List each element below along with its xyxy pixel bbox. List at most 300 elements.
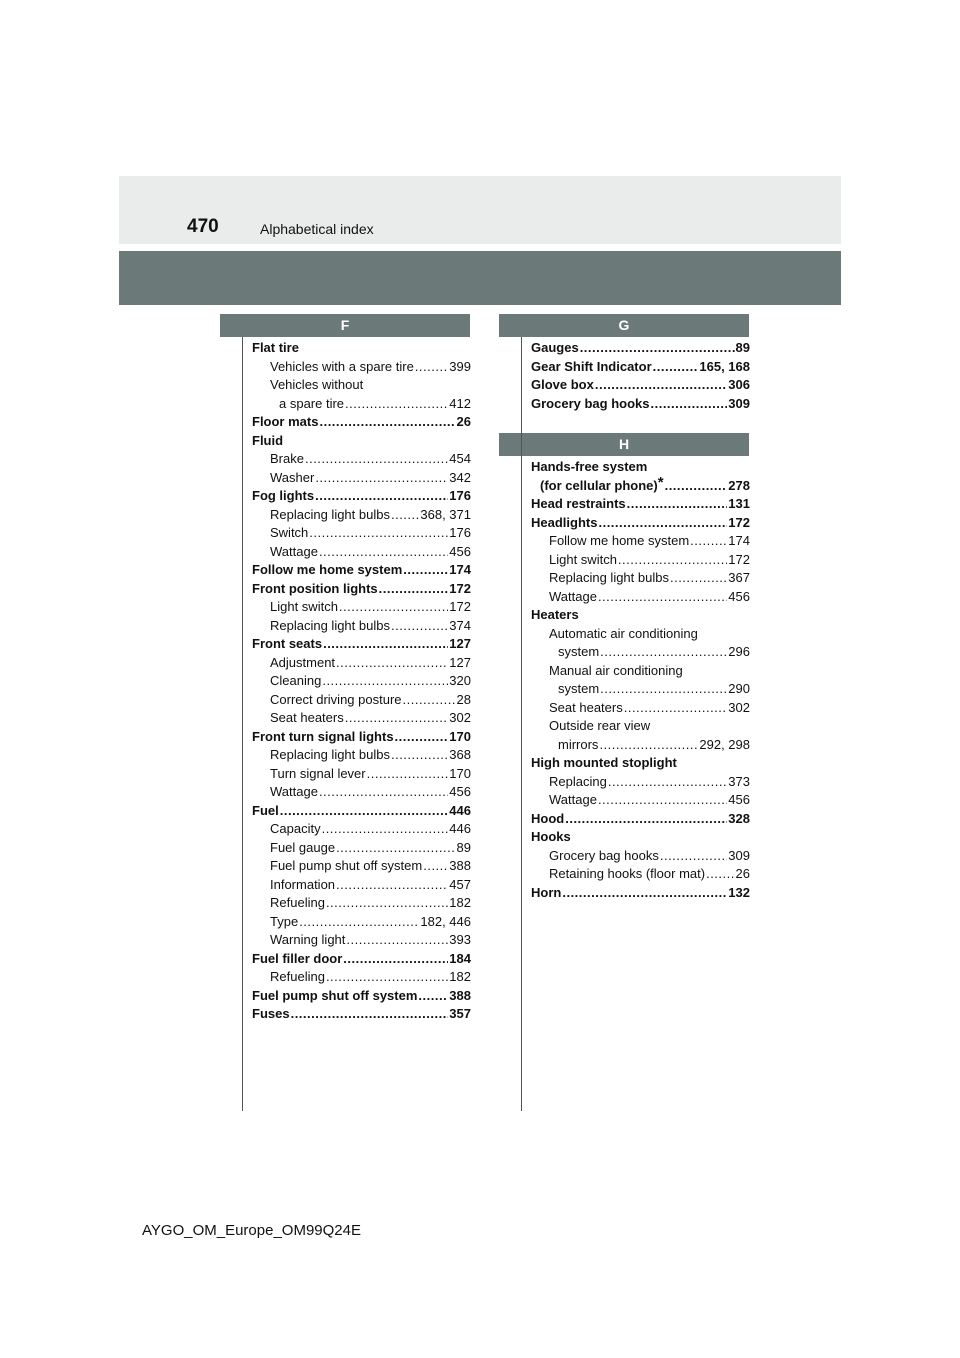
index-entry xyxy=(531,717,750,736)
entry-label-text: Glove box xyxy=(531,377,594,392)
dot-leader xyxy=(346,931,448,950)
index-entry xyxy=(531,395,750,414)
page-reference: 457 xyxy=(449,876,471,892)
entry-label xyxy=(270,506,390,525)
index-entry xyxy=(252,876,471,895)
index-entry xyxy=(252,746,471,765)
entry-label-text: Gear Shift Indicator xyxy=(531,358,652,374)
dot-leader xyxy=(391,746,448,765)
entry-label xyxy=(252,487,314,506)
entry-label xyxy=(549,662,683,681)
page-reference: 446 xyxy=(449,821,471,836)
entry-label xyxy=(549,791,597,810)
entry-label-text: Vehicles without xyxy=(270,377,364,392)
entry-label xyxy=(270,543,318,562)
entry-label-text: mirrors xyxy=(558,736,599,752)
entry-label xyxy=(270,765,366,784)
dot-leader xyxy=(315,469,448,488)
entry-label xyxy=(558,680,599,699)
entry-label xyxy=(549,865,705,884)
page-reference: 302 xyxy=(728,699,750,715)
entry-label xyxy=(270,839,335,858)
entry-label-text: Cleaning xyxy=(270,673,322,688)
entry-label-text: Capacity xyxy=(270,821,321,836)
entry-label-text: Vehicles with a spare tire xyxy=(270,358,414,374)
entry-label-text: Replacing light bulbs xyxy=(270,617,390,633)
index-entry xyxy=(531,514,750,533)
page-reference: 174 xyxy=(728,533,750,548)
page-reference: 176 xyxy=(449,525,471,540)
dot-leader xyxy=(423,857,448,876)
page-reference: 454 xyxy=(449,451,471,466)
entry-label xyxy=(270,931,345,950)
entry-label xyxy=(531,754,677,773)
entry-label xyxy=(549,569,669,588)
page-reference: 132 xyxy=(728,884,750,900)
index-entry xyxy=(252,395,471,414)
page-reference: 456 xyxy=(728,792,750,807)
entry-label xyxy=(252,413,318,432)
index-entry xyxy=(531,495,750,514)
footnote-marker: * xyxy=(657,474,664,492)
entry-label-text: Front seats xyxy=(252,636,323,651)
index-entry xyxy=(252,376,471,395)
index-entry xyxy=(252,728,471,747)
entry-label xyxy=(531,458,647,477)
dot-leader xyxy=(599,736,698,755)
entry-label xyxy=(540,474,664,496)
index-entry xyxy=(531,606,750,625)
index-entry xyxy=(252,820,471,839)
page-reference: 89 xyxy=(456,839,471,855)
dot-leader xyxy=(608,773,727,792)
dot-leader xyxy=(291,1005,449,1024)
letter-heading-f: F xyxy=(220,314,470,337)
entry-label-text: Front turn signal lights xyxy=(252,728,394,744)
dot-leader xyxy=(379,580,449,599)
index-entry xyxy=(531,474,750,496)
dot-leader xyxy=(565,810,727,829)
entry-label-text: Headlights xyxy=(531,514,598,530)
entry-label-text: Switch xyxy=(270,525,309,540)
entry-label xyxy=(531,495,626,514)
dot-leader xyxy=(323,635,448,654)
entry-label-text: Fuses xyxy=(252,1006,290,1021)
dot-leader xyxy=(595,376,727,395)
dot-leader xyxy=(598,791,727,810)
entry-label xyxy=(270,783,318,802)
page-reference: 278 xyxy=(728,477,750,493)
page-reference: 290 xyxy=(728,681,750,696)
index-entry xyxy=(252,987,471,1006)
entry-label xyxy=(270,876,335,895)
page-reference: 26 xyxy=(456,414,471,429)
index-entry xyxy=(252,931,471,950)
dot-leader xyxy=(315,487,448,506)
entry-label xyxy=(252,1005,290,1024)
dot-leader xyxy=(395,728,449,747)
entry-label xyxy=(531,395,649,414)
entry-label-text: Replacing light bulbs xyxy=(270,506,390,522)
entry-label xyxy=(270,672,321,691)
section-band xyxy=(119,251,841,305)
index-entry xyxy=(252,487,471,506)
page-reference: 172 xyxy=(728,514,750,530)
dot-leader xyxy=(600,680,727,699)
entry-label-text: Grocery bag hooks xyxy=(549,847,659,863)
dot-leader xyxy=(326,894,448,913)
entry-label-text: Follow me home system xyxy=(549,533,690,548)
index-entry xyxy=(252,469,471,488)
entry-label xyxy=(549,717,650,736)
entry-label-text: Correct driving posture xyxy=(270,691,402,707)
entry-label xyxy=(549,699,623,718)
page-reference: 127 xyxy=(449,636,471,651)
entry-label-text: Automatic air conditioning xyxy=(549,625,698,641)
page-reference: 127 xyxy=(449,654,471,670)
dot-leader xyxy=(706,865,734,884)
entry-label-text: Wattage xyxy=(270,784,318,799)
entry-label-text: Seat heaters xyxy=(270,710,344,725)
dot-leader xyxy=(299,913,419,932)
index-entry xyxy=(252,802,471,821)
dot-leader xyxy=(665,477,728,496)
index-entry xyxy=(252,913,471,932)
dot-leader xyxy=(319,543,448,562)
index-entry xyxy=(531,339,750,358)
index-entry xyxy=(531,625,750,644)
dot-leader xyxy=(343,950,448,969)
dot-leader xyxy=(580,339,735,358)
entry-label-text: a spare tire xyxy=(279,395,345,411)
index-entry xyxy=(531,532,750,551)
entry-label xyxy=(270,358,414,377)
entry-label xyxy=(549,773,607,792)
entry-label xyxy=(531,606,579,625)
entry-label-text: Refueling xyxy=(270,969,325,984)
entry-label-text: (for cellular phone) xyxy=(540,477,658,493)
entry-label xyxy=(252,728,394,747)
entry-label xyxy=(279,395,344,414)
dot-leader xyxy=(336,876,448,895)
dot-leader xyxy=(322,820,449,839)
index-entry xyxy=(531,358,750,377)
index-entry xyxy=(531,699,750,718)
entry-label xyxy=(270,968,325,987)
dot-leader xyxy=(305,450,448,469)
entry-label-text: Fuel pump shut off system xyxy=(252,987,418,1003)
dot-leader xyxy=(624,699,728,718)
entry-label xyxy=(270,709,344,728)
page-reference: 357 xyxy=(449,1006,471,1021)
entry-label xyxy=(270,857,422,876)
page-reference: 368 xyxy=(449,747,471,762)
index-entry xyxy=(531,791,750,810)
entry-label xyxy=(270,894,325,913)
page-reference: 182 xyxy=(449,895,471,910)
index-entry xyxy=(252,672,471,691)
column-divider xyxy=(521,337,522,1111)
entry-label-text: Fuel pump shut off system xyxy=(270,858,423,873)
index-list-f xyxy=(252,339,471,1024)
index-entry xyxy=(252,358,471,377)
index-entry xyxy=(252,950,471,969)
entry-label-text: Front position lights xyxy=(252,580,378,596)
entry-label xyxy=(531,810,564,829)
entry-label xyxy=(549,532,689,551)
entry-label xyxy=(531,884,561,903)
entry-label-text: Floor mats xyxy=(252,414,319,429)
index-entry xyxy=(252,506,471,525)
entry-label-text: Manual air conditioning xyxy=(549,662,683,678)
entry-label-text: Replacing light bulbs xyxy=(549,570,669,585)
dot-leader xyxy=(280,802,449,821)
entry-label-text: Fog lights xyxy=(252,488,315,503)
index-entry xyxy=(252,839,471,858)
entry-label xyxy=(252,339,299,358)
entry-label-text: system xyxy=(558,644,600,659)
dot-leader xyxy=(326,968,448,987)
entry-label xyxy=(549,625,698,644)
dot-leader xyxy=(598,588,727,607)
page-reference: 399 xyxy=(449,358,471,374)
index-entry xyxy=(531,810,750,829)
entry-label-text: Turn signal lever xyxy=(270,765,366,781)
entry-label-text: Hood xyxy=(531,810,565,826)
page-reference: 292, 298 xyxy=(699,736,750,752)
entry-label-text: Fluid xyxy=(252,432,284,448)
entry-label-text: High mounted stoplight xyxy=(531,755,677,770)
entry-label xyxy=(252,987,417,1006)
index-entry xyxy=(531,884,750,903)
index-entry xyxy=(252,339,471,358)
page-reference: 368, 371 xyxy=(420,506,471,522)
index-entry xyxy=(531,680,750,699)
entry-label-text: Follow me home system xyxy=(252,562,403,577)
entry-label-text: Hands-free system xyxy=(531,459,648,474)
entry-label xyxy=(549,588,597,607)
entry-label-text: Heaters xyxy=(531,607,579,622)
page-reference: 320 xyxy=(449,673,471,688)
entry-label-text: Replacing xyxy=(549,773,607,789)
index-entry xyxy=(252,413,471,432)
index-entry xyxy=(252,450,471,469)
page-reference: 172 xyxy=(728,551,750,567)
entry-label xyxy=(531,376,594,395)
entry-label-text: Replacing light bulbs xyxy=(270,747,390,762)
index-entry xyxy=(531,662,750,681)
page-reference: 309 xyxy=(728,847,750,863)
page-reference: 176 xyxy=(449,488,471,503)
entry-label xyxy=(270,524,308,543)
dot-leader xyxy=(336,654,448,673)
page-reference: 170 xyxy=(449,765,471,781)
dot-leader xyxy=(650,395,727,414)
entry-label-text: Fuel filler door xyxy=(252,950,343,966)
entry-label-text: Warning light xyxy=(270,932,346,947)
index-entry xyxy=(252,654,471,673)
dot-leader xyxy=(660,847,727,866)
index-entry xyxy=(252,765,471,784)
page-title: Alphabetical index xyxy=(260,221,374,237)
entry-label-text: Washer xyxy=(270,469,315,485)
dot-leader xyxy=(670,569,727,588)
dot-leader xyxy=(403,561,448,580)
entry-label xyxy=(558,736,598,755)
document-id: AYGO_OM_Europe_OM99Q24E xyxy=(142,1222,361,1239)
letter-heading-h: H xyxy=(499,433,749,456)
entry-label xyxy=(558,643,599,662)
entry-label-text: Type xyxy=(270,913,299,929)
column-divider xyxy=(242,337,243,1111)
dot-leader xyxy=(319,413,455,432)
entry-label-text: Wattage xyxy=(549,792,597,807)
index-entry xyxy=(252,580,471,599)
index-entry xyxy=(531,588,750,607)
dot-leader xyxy=(391,506,419,525)
index-entry xyxy=(252,968,471,987)
entry-label xyxy=(252,432,283,451)
dot-leader xyxy=(418,987,448,1006)
index-entry xyxy=(252,691,471,710)
index-entry xyxy=(252,783,471,802)
page-reference: 446 xyxy=(449,802,471,818)
entry-label-text: Hooks xyxy=(531,829,571,844)
index-entry xyxy=(531,847,750,866)
page-reference: 26 xyxy=(735,866,750,881)
index-entry xyxy=(531,643,750,662)
entry-label-text: Outside rear view xyxy=(549,718,651,733)
page-reference: 393 xyxy=(449,932,471,947)
page-reference: 367 xyxy=(728,570,750,585)
dot-leader xyxy=(339,598,448,617)
index-entry xyxy=(531,828,750,847)
entry-label-text: Flat tire xyxy=(252,340,299,355)
index-entry xyxy=(252,598,471,617)
page-reference: 302 xyxy=(449,710,471,725)
index-entry xyxy=(252,857,471,876)
entry-label-text: Head restraints xyxy=(531,496,626,511)
entry-label-text: Grocery bag hooks xyxy=(531,395,650,411)
index-entry xyxy=(252,524,471,543)
entry-label xyxy=(270,617,390,636)
page-reference: 456 xyxy=(728,588,750,604)
page-reference: 328 xyxy=(728,810,750,826)
page-reference: 184 xyxy=(449,950,471,966)
page-reference: 388 xyxy=(449,987,471,1003)
index-entry xyxy=(252,617,471,636)
dot-leader xyxy=(562,884,727,903)
index-entry xyxy=(531,569,750,588)
entry-label-text: Brake xyxy=(270,451,304,466)
dot-leader xyxy=(600,643,727,662)
index-entry xyxy=(252,561,471,580)
index-entry xyxy=(531,754,750,773)
entry-label xyxy=(252,580,378,599)
entry-label xyxy=(270,450,304,469)
dot-leader xyxy=(319,783,448,802)
entry-label xyxy=(270,654,335,673)
dot-leader xyxy=(690,532,727,551)
entry-label-text: Seat heaters xyxy=(549,699,623,715)
entry-label-text: Light switch xyxy=(270,599,338,614)
page-reference: 170 xyxy=(449,728,471,744)
entry-label-text: Fuel xyxy=(252,802,279,818)
page-reference: 456 xyxy=(449,543,471,559)
entry-label xyxy=(252,950,342,969)
index-entry xyxy=(252,543,471,562)
entry-label-text: Refueling xyxy=(270,895,325,910)
header-band xyxy=(119,176,841,244)
dot-leader xyxy=(391,617,448,636)
entry-label xyxy=(270,691,402,710)
index-entry xyxy=(531,376,750,395)
page-reference: 412 xyxy=(449,395,471,411)
entry-label-text: Wattage xyxy=(270,543,318,559)
dot-leader xyxy=(627,495,728,514)
index-entry xyxy=(252,894,471,913)
entry-label xyxy=(531,514,597,533)
index-entry xyxy=(252,432,471,451)
dot-leader xyxy=(336,839,455,858)
index-entry xyxy=(531,865,750,884)
entry-label xyxy=(270,376,363,395)
page-reference: 89 xyxy=(735,340,750,355)
entry-label xyxy=(270,913,298,932)
page-reference: 342 xyxy=(449,469,471,485)
entry-label-text: Retaining hooks (floor mat) xyxy=(549,866,706,881)
entry-label xyxy=(549,551,617,570)
entry-label-text: Information xyxy=(270,876,336,892)
index-entry xyxy=(252,635,471,654)
entry-label-text: Wattage xyxy=(549,588,597,604)
index-entry xyxy=(252,1005,471,1024)
dot-leader xyxy=(345,709,449,728)
page-reference: 182, 446 xyxy=(420,913,471,929)
entry-label xyxy=(270,820,321,839)
entry-label xyxy=(252,635,322,654)
page-reference: 456 xyxy=(449,784,471,799)
page-reference: 296 xyxy=(728,644,750,659)
page-reference: 28 xyxy=(456,691,471,707)
dot-leader xyxy=(309,524,448,543)
dot-leader xyxy=(403,691,456,710)
page-reference: 388 xyxy=(449,858,471,873)
entry-label xyxy=(270,598,338,617)
dot-leader xyxy=(322,672,448,691)
dot-leader xyxy=(415,358,449,377)
page-reference: 172 xyxy=(449,580,471,596)
entry-label xyxy=(270,746,390,765)
index-entry xyxy=(252,709,471,728)
page-reference: 373 xyxy=(728,773,750,789)
entry-label xyxy=(252,561,402,580)
dot-leader xyxy=(618,551,727,570)
dot-leader xyxy=(367,765,449,784)
entry-label xyxy=(549,847,659,866)
page-reference: 172 xyxy=(449,599,471,614)
index-entry xyxy=(531,736,750,755)
dot-leader xyxy=(598,514,727,533)
entry-label-text: Horn xyxy=(531,884,562,900)
dot-leader xyxy=(653,358,699,377)
entry-label-text: Gauges xyxy=(531,340,579,355)
index-entry xyxy=(531,773,750,792)
dot-leader xyxy=(345,395,448,414)
entry-label-text: Adjustment xyxy=(270,654,336,670)
index-entry xyxy=(531,551,750,570)
page-reference: 374 xyxy=(449,617,471,633)
